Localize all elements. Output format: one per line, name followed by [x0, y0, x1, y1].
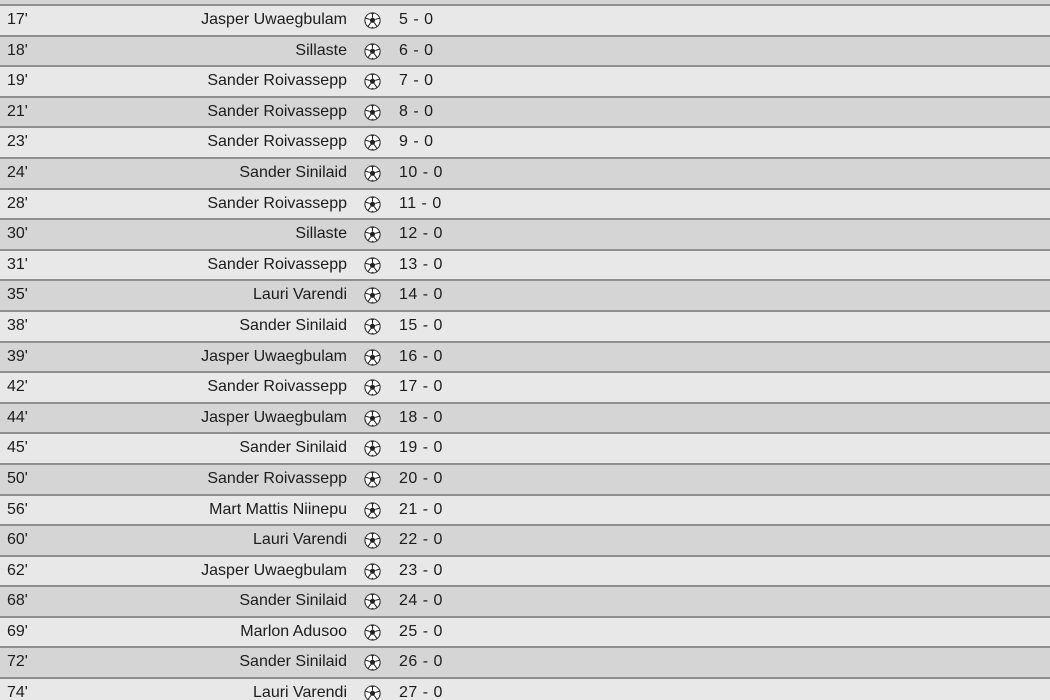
goal-scorer-name: Sander Roivassepp — [207, 378, 347, 396]
goal-scorer-name: Sander Sinilaid — [239, 316, 347, 334]
soccer-ball-icon — [364, 410, 381, 427]
goal-scorer-name: Sillaste — [295, 225, 347, 243]
goal-event-row — [0, 67, 1050, 98]
goal-scorer-name: Sander Roivassepp — [207, 469, 347, 487]
running-score: 23 - 0 — [399, 561, 443, 579]
soccer-ball-icon — [364, 257, 381, 274]
running-score: 26 - 0 — [399, 653, 443, 671]
goal-scorer-name: Sander Roivassepp — [207, 255, 347, 273]
goal-minute: 31' — [7, 255, 28, 273]
goal-minute: 17' — [7, 11, 28, 28]
goal-event-row — [0, 496, 1050, 527]
goal-event-row — [0, 587, 1050, 618]
soccer-ball-icon — [364, 685, 381, 700]
goal-minute: 60' — [7, 531, 28, 549]
goal-event-row — [0, 220, 1050, 251]
goal-event-row — [0, 648, 1050, 679]
soccer-ball-icon — [364, 134, 381, 151]
running-score: 20 - 0 — [399, 469, 443, 487]
goal-event-row — [0, 618, 1050, 649]
soccer-ball-icon — [364, 165, 381, 182]
goal-minute: 62' — [7, 561, 28, 579]
soccer-ball-icon — [364, 654, 381, 671]
goal-scorer-name: Sander Sinilaid — [239, 439, 347, 457]
soccer-ball-icon — [364, 104, 381, 121]
running-score: 18 - 0 — [399, 408, 443, 426]
goal-scorer-name: Sander Roivassepp — [207, 102, 347, 120]
running-score: 21 - 0 — [399, 500, 443, 518]
soccer-ball-icon — [364, 349, 381, 366]
goal-minute: 42' — [7, 378, 28, 396]
soccer-ball-icon — [364, 196, 381, 213]
running-score: 15 - 0 — [399, 316, 443, 334]
running-score: 8 - 0 — [399, 102, 434, 120]
soccer-ball-icon — [364, 379, 381, 396]
goal-rows — [0, 6, 1050, 700]
goal-event-row — [0, 404, 1050, 435]
soccer-ball-icon — [364, 43, 381, 60]
running-score: 19 - 0 — [399, 439, 443, 457]
soccer-ball-icon — [364, 563, 381, 580]
goal-minute: 18' — [7, 41, 28, 59]
goal-minute: 28' — [7, 194, 28, 212]
goal-scorer-name: Jasper Uwaegbulam — [201, 408, 347, 426]
goal-scorer-name: Sander Sinilaid — [239, 163, 347, 181]
goal-minute: 24' — [7, 163, 28, 181]
goal-scorer-name: Marlon Adusoo — [240, 622, 347, 640]
running-score: 24 - 0 — [399, 592, 443, 610]
soccer-ball-icon — [364, 624, 381, 641]
goal-event-row — [0, 557, 1050, 588]
goal-event-row — [0, 434, 1050, 465]
goal-minute: 72' — [7, 653, 28, 671]
running-score: 11 - 0 — [399, 194, 442, 212]
running-score: 13 - 0 — [399, 255, 443, 273]
goal-scorer-name: Jasper Uwaegbulam — [201, 347, 347, 365]
running-score: 16 - 0 — [399, 347, 443, 365]
goal-scorer-name: Sillaste — [295, 41, 347, 59]
goal-scorer-name: Jasper Uwaegbulam — [201, 561, 347, 579]
goal-event-row — [0, 128, 1050, 159]
goal-scorer-name: Lauri Varendi — [253, 684, 347, 700]
goal-scorer-name: Lauri Varendi — [253, 286, 347, 304]
goal-minute: 23' — [7, 133, 28, 151]
goal-scorer-name: Sander Roivassepp — [207, 133, 347, 151]
soccer-ball-icon — [364, 532, 381, 549]
goal-minute: 38' — [7, 316, 28, 334]
running-score: 9 - 0 — [399, 133, 434, 151]
goal-event-row — [0, 98, 1050, 129]
running-score: 27 - 0 — [399, 684, 443, 700]
soccer-ball-icon — [364, 471, 381, 488]
running-score: 12 - 0 — [399, 225, 443, 243]
goal-minute: 21' — [7, 102, 28, 120]
running-score: 6 - 0 — [399, 41, 434, 59]
goal-minute: 69' — [7, 622, 28, 640]
goal-event-row — [0, 37, 1050, 68]
soccer-ball-icon — [364, 73, 381, 90]
goal-scorer-name: Lauri Varendi — [253, 531, 347, 549]
goal-event-row — [0, 373, 1050, 404]
goal-event-row — [0, 159, 1050, 190]
soccer-ball-icon — [364, 318, 381, 335]
goal-event-row — [0, 251, 1050, 282]
goal-event-row — [0, 343, 1050, 374]
goal-event-row — [0, 465, 1050, 496]
soccer-ball-icon — [364, 440, 381, 457]
running-score: 25 - 0 — [399, 622, 443, 640]
goal-scorer-name: Sander Sinilaid — [239, 653, 347, 671]
goal-minute: 30' — [7, 225, 28, 243]
running-score: 7 - 0 — [399, 72, 434, 90]
running-score: 22 - 0 — [399, 531, 443, 549]
goal-event-row — [0, 526, 1050, 557]
running-score: 5 - 0 — [399, 11, 434, 28]
soccer-ball-icon — [364, 12, 381, 29]
goal-minute: 45' — [7, 439, 28, 457]
goal-event-row — [0, 281, 1050, 312]
goal-scorer-name: Sander Roivassepp — [207, 194, 347, 212]
goal-minute: 68' — [7, 592, 28, 610]
goal-minute: 39' — [7, 347, 28, 365]
goal-minute: 50' — [7, 469, 28, 487]
goal-scorer-name: Mart Mattis Niinepu — [209, 500, 347, 518]
goal-event-row — [0, 6, 1050, 37]
goal-scorer-name: Sander Roivassepp — [207, 72, 347, 90]
goal-scorer-name: Jasper Uwaegbulam — [201, 11, 347, 28]
goal-scorer-name: Sander Sinilaid — [239, 592, 347, 610]
goal-minute: 35' — [7, 286, 28, 304]
running-score: 17 - 0 — [399, 378, 443, 396]
goal-event-row — [0, 312, 1050, 343]
running-score: 14 - 0 — [399, 286, 443, 304]
soccer-ball-icon — [364, 287, 381, 304]
running-score: 10 - 0 — [399, 163, 443, 181]
goal-minute: 19' — [7, 72, 28, 90]
goal-event-row — [0, 679, 1050, 700]
soccer-ball-icon — [364, 502, 381, 519]
goal-minute: 44' — [7, 408, 28, 426]
goal-minute: 56' — [7, 500, 28, 518]
soccer-ball-icon — [364, 593, 381, 610]
soccer-ball-icon — [364, 226, 381, 243]
goal-minute: 74' — [7, 684, 28, 700]
goal-event-row — [0, 190, 1050, 221]
